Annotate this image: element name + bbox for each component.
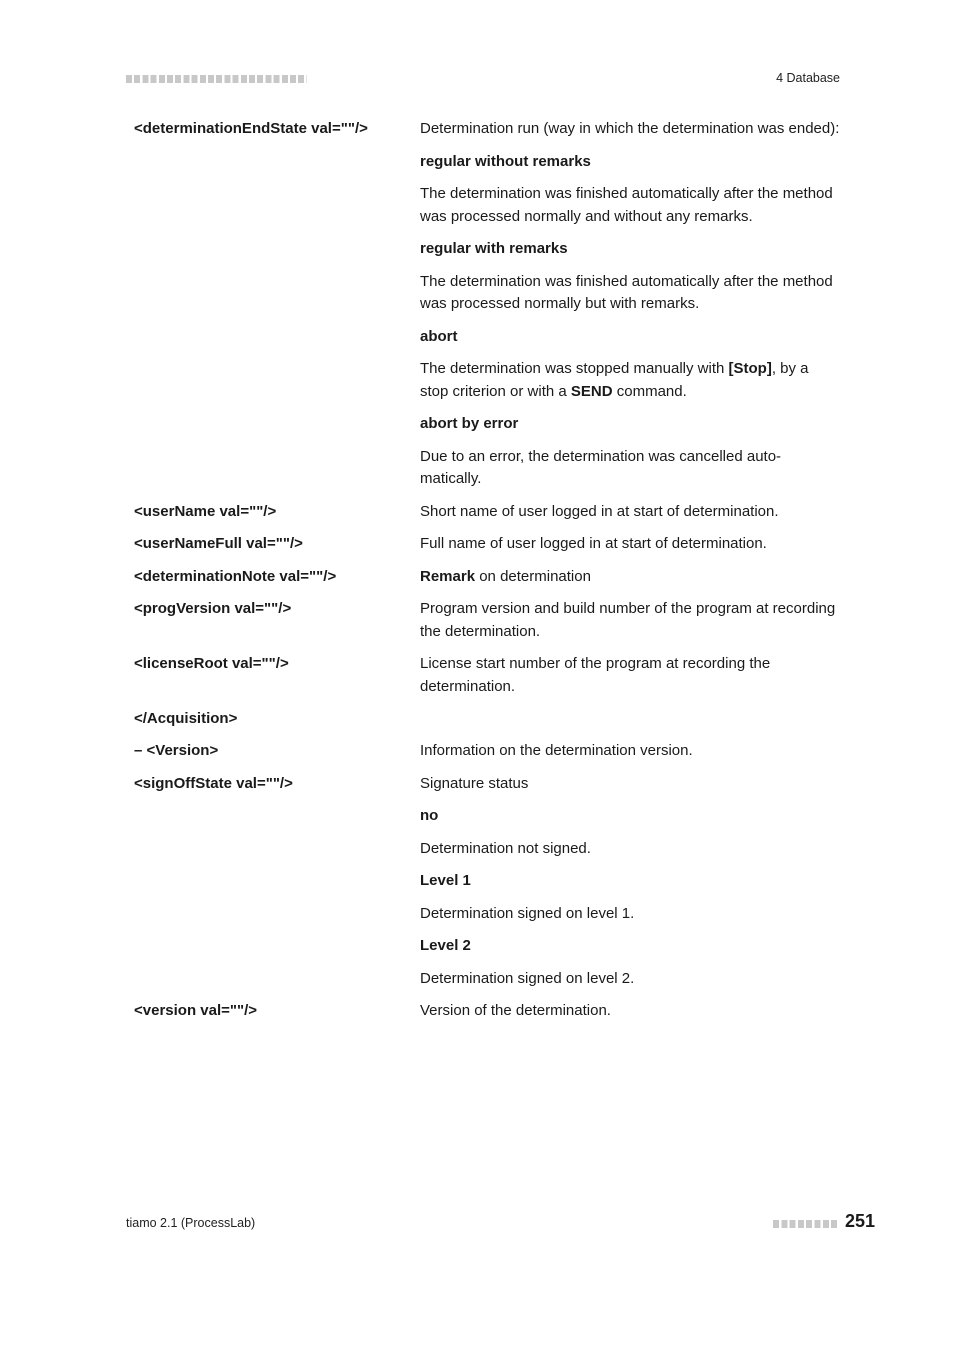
description xyxy=(420,598,840,653)
definition-row-version-section xyxy=(134,740,840,773)
definition-row-determination-note xyxy=(134,566,840,599)
option-name: no xyxy=(420,807,439,824)
term: <progVersion val=""/> xyxy=(134,600,292,617)
term: <licenseRoot val=""/> xyxy=(134,655,289,672)
term: <determinationNote val=""/> xyxy=(134,567,337,585)
definition-list xyxy=(134,118,840,1033)
option-name: abort by error xyxy=(420,415,519,432)
option-name: Level 2 xyxy=(420,937,471,954)
option-name: abort xyxy=(420,327,458,345)
option-name: regular with remarks xyxy=(420,240,568,257)
option-text xyxy=(420,358,840,403)
header-decoration xyxy=(126,75,307,83)
definition-row-user-name xyxy=(134,501,840,534)
definition-row-sign-off-state xyxy=(134,773,840,1001)
option-text: Determination not signed. xyxy=(420,839,591,857)
definition-row-prog-version xyxy=(134,598,840,653)
description xyxy=(420,501,840,534)
option-text: The determination was finished automatically after the method was processed normally and without any remarks. xyxy=(420,185,833,225)
term: </Acquisition> xyxy=(134,710,238,727)
description xyxy=(420,740,840,773)
description-text: License start number of the program at recording the determination. xyxy=(420,655,771,695)
option-text: Determination signed on level 1. xyxy=(420,904,635,922)
definition-row-acquisition-close xyxy=(134,708,840,740)
term: <version val=""/> xyxy=(134,1002,258,1019)
text-run: , by a stop criterion or with a xyxy=(420,360,809,400)
description-intro: Determination run (way in which the determination was ended): xyxy=(420,120,840,137)
text-run: The determination was stopped manually with xyxy=(420,360,729,377)
description-text: Version of the determination. xyxy=(420,1002,611,1019)
term: <userNameFull val=""/> xyxy=(134,535,303,552)
term: – <Version> xyxy=(134,742,219,759)
description-text: Full name of user logged in at start of determination. xyxy=(420,535,767,552)
description xyxy=(420,653,840,708)
option-text: Determination signed on level 2. xyxy=(420,969,635,987)
chapter-title: 4 Database xyxy=(776,71,840,85)
description-text: Program version and build number of the program at recording the determination. xyxy=(420,600,836,640)
option-text: Due to an error, the determination was cancelled auto-matically. xyxy=(420,447,782,487)
term: <userName val=""/> xyxy=(134,502,277,520)
description xyxy=(420,1000,840,1033)
definition-row-version-val xyxy=(134,1000,840,1033)
description xyxy=(420,773,840,1001)
definition-row-determination-end-state xyxy=(134,118,840,501)
description-text: Information on the determination version. xyxy=(420,742,693,759)
description-text: Short name of user logged in at start of determination. xyxy=(420,502,779,520)
term: <determinationEndState val=""/> xyxy=(134,120,368,137)
option-name: Level 1 xyxy=(420,872,471,889)
page-number: 251 xyxy=(845,1211,876,1231)
definition-row-user-name-full xyxy=(134,533,840,566)
remark-label: Remark xyxy=(420,567,476,585)
stop-key-label: [Stop] xyxy=(728,360,772,377)
description-text xyxy=(420,566,840,589)
send-command-label: SEND xyxy=(570,382,613,400)
text-run: command. xyxy=(612,382,687,400)
description xyxy=(420,566,840,599)
description xyxy=(420,533,840,566)
description xyxy=(420,708,840,740)
definition-row-license-root xyxy=(134,653,840,708)
term: <signOffState val=""/> xyxy=(134,774,293,792)
description xyxy=(420,118,840,501)
description-intro: Signature status xyxy=(420,774,529,792)
product-name: tiamo 2.1 (ProcessLab) xyxy=(126,1216,256,1230)
footer-decoration xyxy=(773,1220,839,1228)
option-text: The determination was finished automatically after the method was processed normally but with remarks. xyxy=(420,272,833,312)
option-name: regular without remarks xyxy=(420,152,591,170)
text-run: on determination xyxy=(475,567,591,585)
